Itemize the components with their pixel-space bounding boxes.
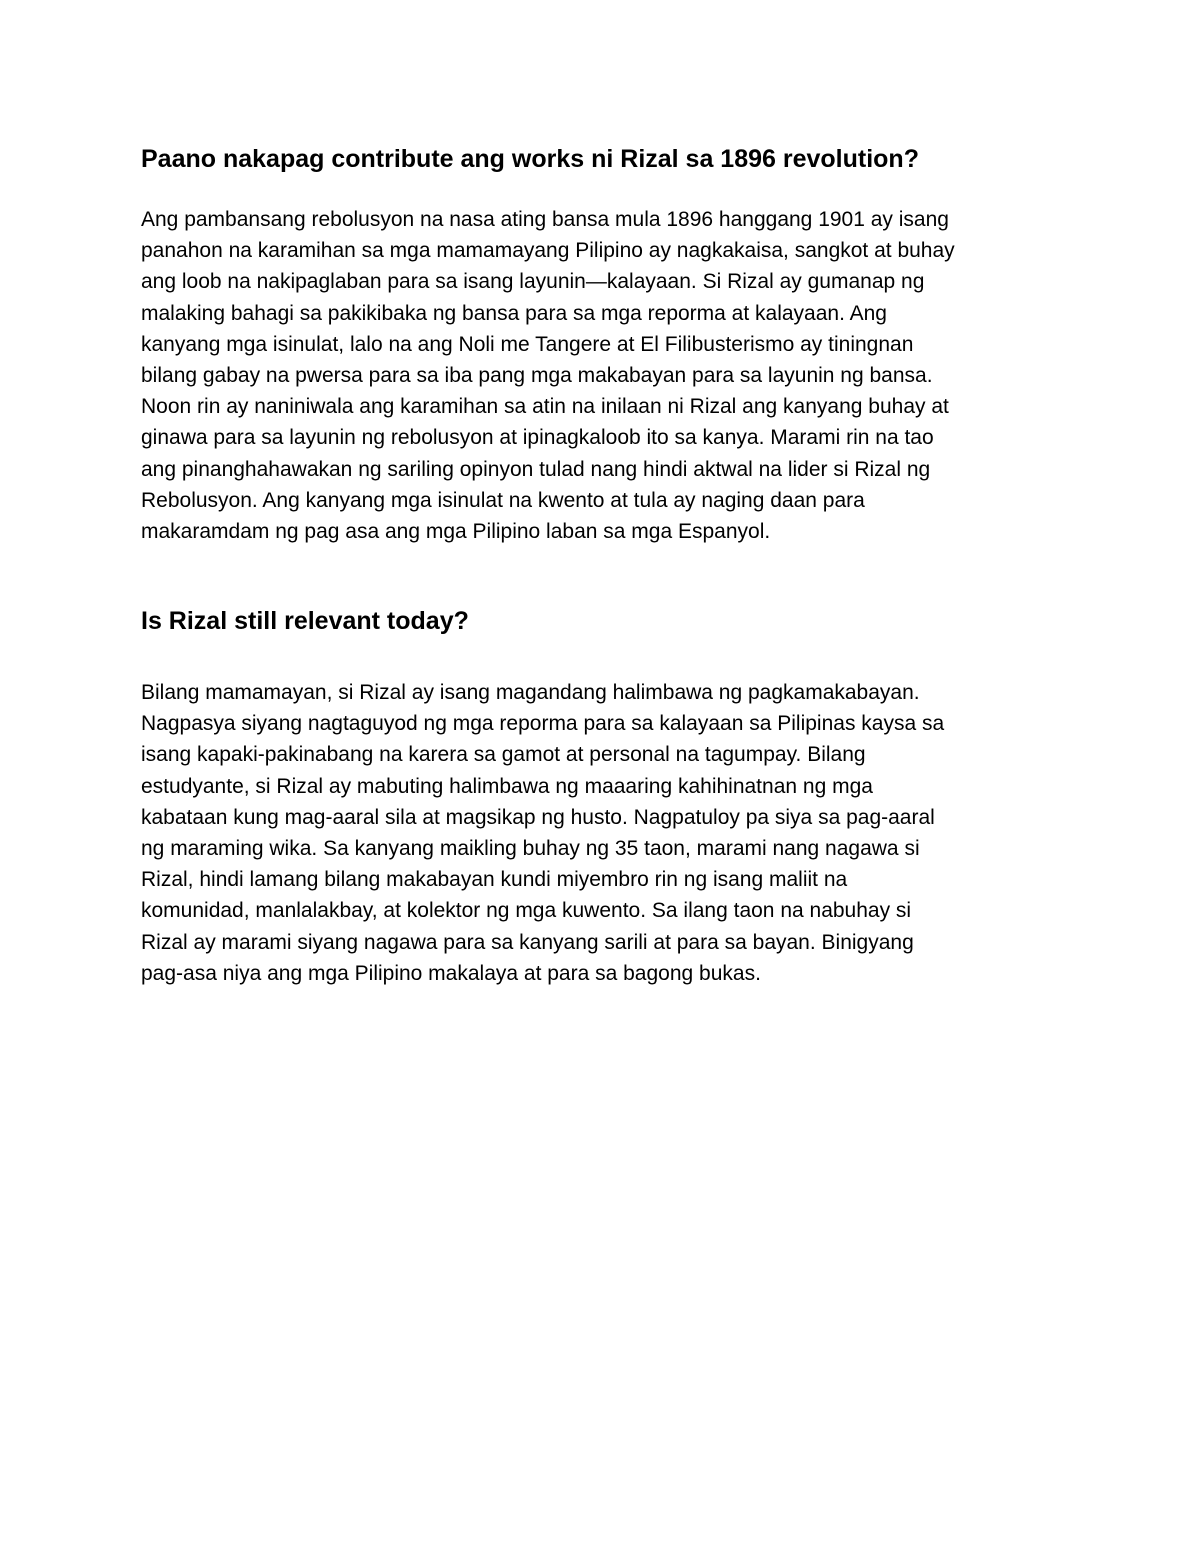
paragraph-line: ng maraming wika. Sa kanyang maikling buhay ng 35 taon, marami nang nagawa si: [141, 837, 920, 861]
paragraph-line: ginawa para sa layunin ng rebolusyon at ipinagkaloob ito sa kanya. Marami rin na tao: [141, 426, 934, 450]
section-heading: Paano nakapag contribute ang works ni Rizal sa 1896 revolution?: [141, 145, 919, 173]
paragraph-line: Rizal, hindi lamang bilang makabayan kundi miyembro rin ng isang maliit na: [141, 868, 848, 892]
paragraph-line: pag-asa niya ang mga Pilipino makalaya at para sa bagong bukas.: [141, 961, 761, 985]
section-rizal-relevance: [141, 605, 1071, 989]
paragraph-line: estudyante, si Rizal ay mabuting halimbawa ng maaaring kahihinatnan ng mga: [141, 774, 873, 798]
paragraph-line: kabataan kung mag-aaral sila at magsikap ng husto. Nagpatuloy pa siya sa pag-aaral: [141, 805, 935, 829]
paragraph-line: Noon rin ay naniniwala ang karamihan sa atin na inilaan ni Rizal ang kanyang buhay at: [141, 395, 949, 419]
paragraph-line: Nagpasya siyang nagtaguyod ng mga reporma para sa kalayaan sa Pilipinas kaysa sa: [141, 712, 945, 736]
paragraph-line: malaking bahagi sa pakikibaka ng bansa para sa mga reporma at kalayaan. Ang: [141, 301, 887, 325]
paragraph-line: bilang gabay na pwersa para sa iba pang mga makabayan para sa layunin ng bansa.: [141, 364, 933, 388]
paragraph-line: ang loob na nakipaglaban para sa isang layunin—kalayaan. Si Rizal ay gumanap ng: [141, 270, 925, 294]
paragraph-line: isang kapaki-pakinabang na karera sa gamot at personal na tagumpay. Bilang: [141, 743, 866, 767]
section-heading: Is Rizal still relevant today?: [141, 607, 469, 635]
paragraph-line: makaramdam ng pag asa ang mga Pilipino laban sa mga Espanyol.: [141, 520, 771, 544]
section-paragraph: [141, 204, 1071, 547]
paragraph-line: panahon na karamihan sa mga mamamayang Pilipino ay nagkakaisa, sangkot at buhay: [141, 239, 955, 263]
section-paragraph: [141, 677, 1071, 989]
paragraph-line: kanyang mga isinulat, lalo na ang Noli me Tangere at El Filibusterismo ay tiningnan: [141, 332, 914, 356]
paragraph-line: Rizal ay marami siyang nagawa para sa kanyang sarili at para sa bayan. Binigyang: [141, 930, 914, 954]
paragraph-line: Bilang mamamayan, si Rizal ay isang magandang halimbawa ng pagkamakabayan.: [141, 681, 920, 704]
paragraph-line: komunidad, manlalakbay, at kolektor ng mga kuwento. Sa ilang taon na nabuhay si: [141, 899, 912, 923]
paragraph-line: ang pinanghahawakan ng sariling opinyon tulad nang hindi aktwal na lider si Rizal ng: [141, 457, 931, 481]
paragraph-line: Ang pambansang rebolusyon na nasa ating bansa mula 1896 hanggang 1901 ay isang: [141, 208, 949, 231]
section-rizal-works: [141, 143, 1071, 547]
paragraph-line: Rebolusyon. Ang kanyang mga isinulat na kwento at tula ay naging daan para: [141, 488, 865, 512]
